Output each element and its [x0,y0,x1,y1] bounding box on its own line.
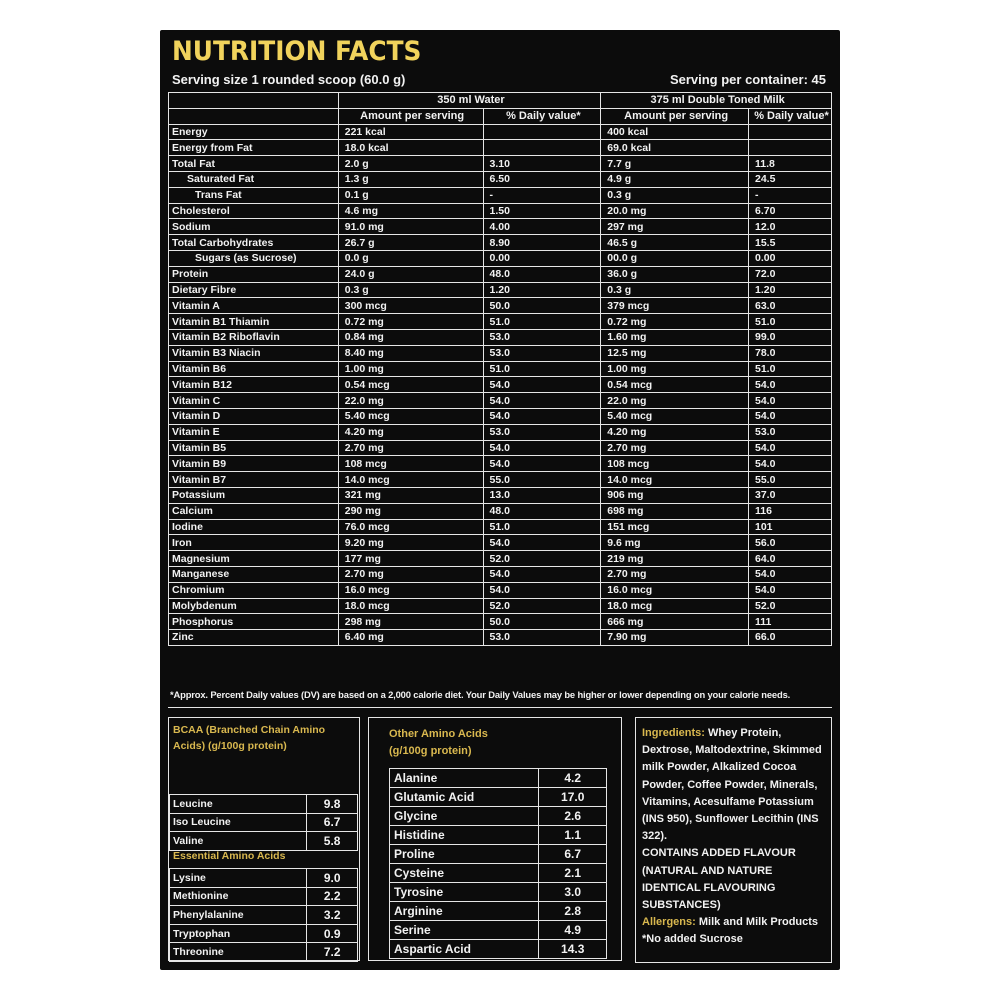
water-dv: 51.0 [483,314,601,330]
amino-acid-name: Aspartic Acid [390,940,539,959]
amino-acid-value: 9.8 [307,795,358,814]
water-amount: 8.40 mg [338,345,483,361]
milk-amount: 698 mg [601,503,749,519]
milk-amount: 1.00 mg [601,361,749,377]
milk-amount: 20.0 mg [601,203,749,219]
water-dv: 53.0 [483,329,601,345]
nutrient-name: Total Carbohydrates [169,235,339,251]
milk-amount: 0.3 g [601,282,749,298]
amino-acid-name: Valine [170,832,307,851]
water-amount: 0.84 mg [338,329,483,345]
milk-dv: 66.0 [749,630,832,646]
nutrient-name: Protein [169,266,339,282]
amino-acid-name: Threonine [170,943,307,962]
water-dv: 54.0 [483,456,601,472]
nutrient-name: Iodine [169,519,339,535]
water-amount: 0.0 g [338,250,483,266]
table-row [169,503,832,519]
nutrient-name: Potassium [169,487,339,503]
amino-acid-value: 1.1 [539,826,607,845]
amino-acid-row [170,887,358,906]
water-amount: 6.40 mg [338,630,483,646]
table-row [169,171,832,187]
milk-amount: 7.7 g [601,156,749,172]
amino-acid-value: 4.2 [539,769,607,788]
table-row [169,519,832,535]
milk-amount: 906 mg [601,487,749,503]
amino-acid-name: Histidine [390,826,539,845]
milk-dv: 54.0 [749,566,832,582]
water-dv: 1.20 [483,282,601,298]
milk-dv: 63.0 [749,298,832,314]
nutrient-name: Zinc [169,630,339,646]
milk-amount: 69.0 kcal [601,140,749,156]
table-row [169,598,832,614]
bcaa-panel [168,717,360,961]
milk-dv: 55.0 [749,472,832,488]
table-row [169,566,832,582]
milk-amount: 16.0 mcg [601,582,749,598]
amino-acid-name: Iso Leucine [170,813,307,832]
water-amount: 24.0 g [338,266,483,282]
milk-amount: 22.0 mg [601,393,749,409]
water-amount: 2.70 mg [338,566,483,582]
table-row [169,440,832,456]
nutrient-name: Calcium [169,503,339,519]
water-amount: 2.70 mg [338,440,483,456]
amino-acid-row [170,943,358,962]
amino-acid-value: 6.7 [539,845,607,864]
amino-acid-row [390,769,607,788]
table-row [169,124,832,140]
table-row [169,487,832,503]
bcaa-table [169,794,358,851]
table-row [169,329,832,345]
water-amount-header: Amount per serving [338,108,483,124]
milk-dv: 15.5 [749,235,832,251]
table-row [169,361,832,377]
other-heading [389,726,488,760]
milk-dv: 54.0 [749,408,832,424]
milk-amount: 0.3 g [601,187,749,203]
milk-amount: 666 mg [601,614,749,630]
amino-acid-name: Lysine [170,869,307,888]
milk-dv: 54.0 [749,456,832,472]
nutrient-name: Vitamin B6 [169,361,339,377]
water-dv-header: % Daily value* [483,108,601,124]
milk-dv [749,140,832,156]
amino-acid-row [390,940,607,959]
water-dv: 0.00 [483,250,601,266]
milk-amount: 2.70 mg [601,566,749,582]
water-amount: 4.6 mg [338,203,483,219]
milk-dv: 54.0 [749,440,832,456]
milk-dv: 51.0 [749,314,832,330]
table-row [169,314,832,330]
water-dv: 54.0 [483,393,601,409]
nutrient-name: Vitamin B2 Riboflavin [169,329,339,345]
essential-table [169,868,358,962]
amino-acid-value: 5.8 [307,832,358,851]
amino-acid-value: 14.3 [539,940,607,959]
water-dv: 54.0 [483,535,601,551]
water-dv: 51.0 [483,361,601,377]
milk-amount: 7.90 mg [601,630,749,646]
water-dv: 54.0 [483,408,601,424]
other-heading-unit: (g/100g protein) [389,745,472,757]
water-amount: 16.0 mcg [338,582,483,598]
milk-amount-header: Amount per serving [601,108,749,124]
milk-amount: 46.5 g [601,235,749,251]
water-dv: 48.0 [483,266,601,282]
no-sucrose-note: *No added Sucrose [642,933,743,946]
table-row [169,219,832,235]
amino-acid-name: Glycine [390,807,539,826]
milk-dv: 6.70 [749,203,832,219]
water-amount: 0.3 g [338,282,483,298]
water-dv: 6.50 [483,171,601,187]
water-amount: 0.1 g [338,187,483,203]
milk-dv: 116 [749,503,832,519]
water-dv: 52.0 [483,598,601,614]
amino-acid-name: Tryptophan [170,924,307,943]
amino-acid-value: 2.6 [539,807,607,826]
nutrient-name: Molybdenum [169,598,339,614]
water-dv: 3.10 [483,156,601,172]
nutrient-name: Sugars (as Sucrose) [169,250,339,266]
milk-amount: 2.70 mg [601,440,749,456]
amino-acid-name: Methionine [170,887,307,906]
amino-acid-row [390,864,607,883]
nutrient-name: Vitamin D [169,408,339,424]
ingredients-label: Ingredients: [642,727,705,739]
milk-dv: 101 [749,519,832,535]
water-dv: 50.0 [483,614,601,630]
water-amount: 300 mcg [338,298,483,314]
amino-acid-name: Leucine [170,795,307,814]
milk-dv: 52.0 [749,598,832,614]
amino-acid-row [170,813,358,832]
nutrient-name: Trans Fat [169,187,339,203]
water-amount: 5.40 mcg [338,408,483,424]
table-row [169,203,832,219]
nutrient-name: Dietary Fibre [169,282,339,298]
allergens-label: Allergens: [642,916,696,929]
essential-heading: Essential Amino Acids [173,850,286,862]
nutrient-name: Vitamin A [169,298,339,314]
milk-dv: 53.0 [749,424,832,440]
servings-per-container: Serving per container: 45 [669,72,826,87]
table-row [169,377,832,393]
table-row [169,140,832,156]
amino-acid-name: Glutamic Acid [390,788,539,807]
nutrient-name: Vitamin C [169,393,339,409]
milk-amount: 18.0 mcg [601,598,749,614]
water-dv: 4.00 [483,219,601,235]
table-row [169,614,832,630]
nutrient-name: Vitamin E [169,424,339,440]
nutrient-header-cell [169,108,339,124]
water-amount: 2.0 g [338,156,483,172]
water-amount: 14.0 mcg [338,472,483,488]
amino-acid-row [390,826,607,845]
water-dv: - [483,187,601,203]
milk-amount: 4.20 mg [601,424,749,440]
milk-amount: 400 kcal [601,124,749,140]
nutrient-name: Iron [169,535,339,551]
water-amount: 321 mg [338,487,483,503]
milk-amount: 14.0 mcg [601,472,749,488]
nutrition-label [160,30,840,970]
daily-value-footnote: *Approx. Percent Daily values (DV) are based on a 2,000 calorie diet. Your Daily Values may be higher or lower depending on your calorie needs. [170,689,791,700]
water-dv: 54.0 [483,377,601,393]
table-row [169,266,832,282]
milk-amount: 36.0 g [601,266,749,282]
water-amount: 290 mg [338,503,483,519]
nutrient-name: Vitamin B12 [169,377,339,393]
water-dv: 51.0 [483,519,601,535]
milk-dv-header: % Daily value* [749,108,832,124]
table-row [169,582,832,598]
water-dv: 53.0 [483,424,601,440]
amino-acid-name: Phenylalanine [170,906,307,925]
other-amino-table [389,768,607,959]
milk-amount: 219 mg [601,551,749,567]
divider [168,707,832,708]
water-amount: 1.3 g [338,171,483,187]
water-amount: 298 mg [338,614,483,630]
amino-acid-row [170,869,358,888]
ingredients-list: Whey Protein, Dextrose, Maltodextrine, Skimmed milk Powder, Alkalized Cocoa Powder, Coffee Powder, Minerals, Vitamins, Acesulfame Potassium (INS 950), Sunflower Lecithin (INS 322). [642,727,822,843]
milk-amount: 379 mcg [601,298,749,314]
water-amount: 91.0 mg [338,219,483,235]
nutrient-name: Chromium [169,582,339,598]
amino-acid-name: Alanine [390,769,539,788]
milk-dv: 51.0 [749,361,832,377]
table-row [169,187,832,203]
water-dv: 48.0 [483,503,601,519]
serving-size: Serving size 1 rounded scoop (60.0 g) [172,72,406,87]
amino-acid-row [390,921,607,940]
water-amount: 18.0 kcal [338,140,483,156]
nutrient-name: Magnesium [169,551,339,567]
nutrient-name: Cholesterol [169,203,339,219]
amino-acid-row [390,807,607,826]
ingredients-panel [635,717,832,963]
amino-acid-name: Proline [390,845,539,864]
water-dv: 54.0 [483,566,601,582]
table-row [169,408,832,424]
amino-acid-value: 0.9 [307,924,358,943]
water-dv: 8.90 [483,235,601,251]
water-amount: 221 kcal [338,124,483,140]
amino-acid-value: 2.2 [307,887,358,906]
amino-acid-value: 9.0 [307,869,358,888]
water-amount: 22.0 mg [338,393,483,409]
water-dv [483,140,601,156]
amino-acid-row [170,795,358,814]
water-dv: 52.0 [483,551,601,567]
milk-dv: 54.0 [749,377,832,393]
allergens-text [642,914,825,931]
milk-dv: 72.0 [749,266,832,282]
milk-dv: 1.20 [749,282,832,298]
amino-acid-value: 3.2 [307,906,358,925]
other-heading-title: Other Amino Acids [389,728,488,740]
amino-acid-value: 2.8 [539,902,607,921]
amino-acid-value: 7.2 [307,943,358,962]
table-row [169,472,832,488]
milk-dv: 56.0 [749,535,832,551]
milk-dv: 54.0 [749,582,832,598]
water-amount: 0.54 mcg [338,377,483,393]
amino-acid-row [170,924,358,943]
corner-cell [169,93,339,109]
table-row [169,298,832,314]
amino-acid-value: 2.1 [539,864,607,883]
amino-acid-value: 4.9 [539,921,607,940]
water-amount: 177 mg [338,551,483,567]
water-column-header: 350 ml Water [338,93,601,109]
water-amount: 18.0 mcg [338,598,483,614]
water-dv [483,124,601,140]
nutrition-table [168,92,832,646]
water-amount: 4.20 mg [338,424,483,440]
amino-acid-row [390,883,607,902]
nutrient-name: Vitamin B3 Niacin [169,345,339,361]
bcaa-heading: BCAA (Branched Chain Amino Acids) (g/100g protein) [173,724,326,752]
milk-dv: 11.8 [749,156,832,172]
water-dv: 1.50 [483,203,601,219]
table-row [169,551,832,567]
flavour-statement: CONTAINS ADDED FLAVOUR (NATURAL AND NATURE IDENTICAL FLAVOURING SUBSTANCES) [642,847,796,912]
water-dv: 55.0 [483,472,601,488]
milk-amount: 12.5 mg [601,345,749,361]
milk-dv: 111 [749,614,832,630]
nutrient-name: Sodium [169,219,339,235]
nutrient-name: Energy from Fat [169,140,339,156]
amino-acid-value: 6.7 [307,813,358,832]
milk-amount: 4.9 g [601,171,749,187]
milk-column-header: 375 ml Double Toned Milk [601,93,832,109]
milk-dv: 99.0 [749,329,832,345]
amino-acid-row [390,902,607,921]
nutrient-name: Vitamin B9 [169,456,339,472]
milk-amount: 1.60 mg [601,329,749,345]
milk-amount: 00.0 g [601,250,749,266]
nutrient-name: Saturated Fat [169,171,339,187]
nutrient-name: Total Fat [169,156,339,172]
water-dv: 54.0 [483,440,601,456]
milk-amount: 9.6 mg [601,535,749,551]
water-amount: 76.0 mcg [338,519,483,535]
water-amount: 26.7 g [338,235,483,251]
table-row [169,630,832,646]
table-row [169,250,832,266]
water-dv: 50.0 [483,298,601,314]
water-dv: 53.0 [483,630,601,646]
water-dv: 53.0 [483,345,601,361]
table-row [169,156,832,172]
table-row [169,345,832,361]
water-dv: 13.0 [483,487,601,503]
amino-acid-name: Serine [390,921,539,940]
milk-amount: 0.54 mcg [601,377,749,393]
nutrient-name: Vitamin B5 [169,440,339,456]
table-row [169,424,832,440]
amino-acid-row [390,788,607,807]
amino-acid-name: Tyrosine [390,883,539,902]
amino-acid-value: 17.0 [539,788,607,807]
water-amount: 0.72 mg [338,314,483,330]
nutrient-name: Vitamin B7 [169,472,339,488]
page-title: NUTRITION FACTS [172,36,422,67]
water-dv: 54.0 [483,582,601,598]
water-amount: 1.00 mg [338,361,483,377]
milk-dv: 78.0 [749,345,832,361]
amino-acid-row [170,832,358,851]
other-amino-panel [368,717,622,961]
milk-amount: 5.40 mcg [601,408,749,424]
nutrient-name: Vitamin B1 Thiamin [169,314,339,330]
water-amount: 108 mcg [338,456,483,472]
milk-dv: 54.0 [749,393,832,409]
nutrient-rows [169,124,832,645]
nutrient-name: Energy [169,124,339,140]
table-row [169,535,832,551]
milk-dv: - [749,187,832,203]
milk-dv: 12.0 [749,219,832,235]
allergens-list: Milk and Milk Products [698,916,819,929]
milk-amount: 151 mcg [601,519,749,535]
table-row [169,282,832,298]
ingredients-text [642,725,825,845]
milk-dv [749,124,832,140]
milk-dv: 37.0 [749,487,832,503]
amino-acid-value: 3.0 [539,883,607,902]
amino-acid-name: Arginine [390,902,539,921]
nutrient-name: Manganese [169,566,339,582]
milk-amount: 0.72 mg [601,314,749,330]
table-row [169,235,832,251]
amino-acid-row [170,906,358,925]
milk-amount: 297 mg [601,219,749,235]
table-row [169,393,832,409]
amino-acid-row [390,845,607,864]
table-row [169,456,832,472]
milk-dv: 0.00 [749,250,832,266]
amino-acid-name: Cysteine [390,864,539,883]
milk-amount: 108 mcg [601,456,749,472]
milk-dv: 24.5 [749,171,832,187]
water-amount: 9.20 mg [338,535,483,551]
milk-dv: 64.0 [749,551,832,567]
nutrient-name: Phosphorus [169,614,339,630]
